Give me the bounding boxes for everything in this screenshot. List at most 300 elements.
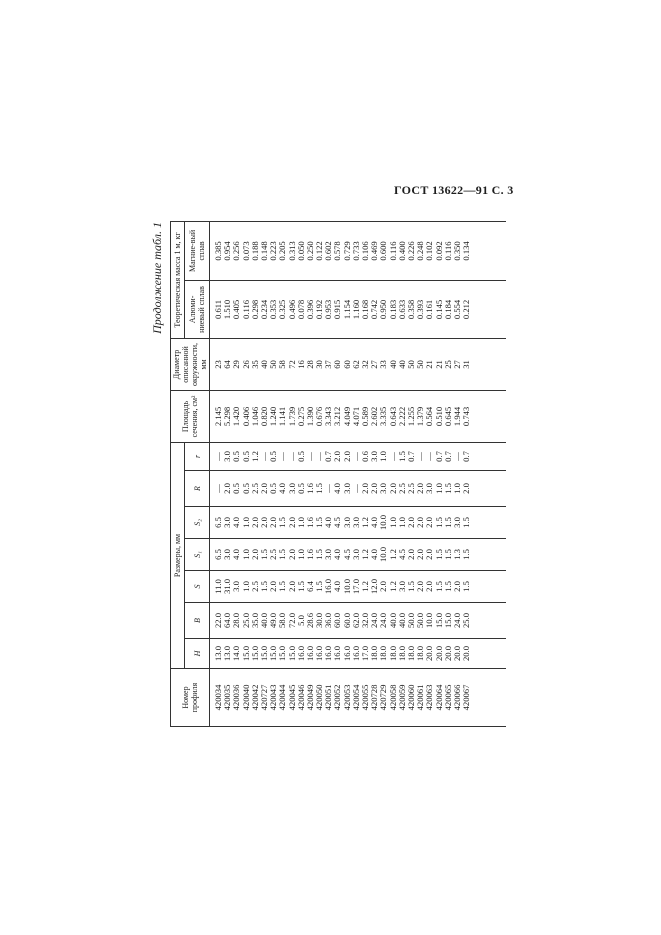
table-cell: 0.469 [369, 241, 380, 261]
table-cell: 2.0 [369, 483, 380, 494]
table-cell: 16.0 [323, 645, 334, 662]
table-cell: 0.5 [268, 483, 279, 494]
table-cell: 3.0 [451, 517, 462, 528]
table-cell: 2.0 [387, 483, 398, 494]
table-cell: 28 [304, 360, 315, 369]
table-cell: 420051 [323, 684, 334, 711]
table-cell: 62.0 [350, 612, 361, 629]
table-cell: 3.0 [378, 483, 389, 494]
table-cell: 40 [258, 360, 269, 369]
table-cell: 0.600 [378, 241, 389, 261]
table-cell: 420040 [240, 684, 251, 711]
table-cell: 0.742 [369, 299, 380, 320]
table-cell: 2.0 [461, 483, 472, 494]
table-cell: 0.405 [231, 299, 242, 320]
col-header-s1: S₁ [185, 539, 210, 571]
col-s1-values [210, 539, 507, 571]
table-cell: 0.192 [314, 299, 325, 320]
table-cell: 15.0 [240, 645, 251, 662]
table-cell: 58.0 [277, 612, 288, 629]
table-cell: 2.0 [424, 549, 435, 560]
table-cell: 0.5 [268, 451, 279, 462]
table-cell: 0.7 [323, 451, 334, 462]
table-cell: 24.0 [451, 612, 462, 629]
table-cell: 15.0 [258, 645, 269, 662]
table-cell: 2.0 [258, 517, 269, 528]
data-table [170, 221, 506, 727]
table-cell: 0.7 [442, 451, 453, 462]
table-cell: 72 [286, 360, 297, 369]
table-cell: 11.0 [213, 579, 223, 594]
table-cell: 2.0 [332, 451, 343, 462]
table-cell: 1.944 [451, 406, 462, 427]
table-cell: 40 [387, 360, 398, 369]
col-area-values [210, 390, 507, 442]
table-cell: 1.0 [240, 581, 251, 592]
table-cell: 0.298 [249, 299, 260, 320]
table-cell: 6.4 [304, 581, 315, 592]
table-cell: 4.0 [231, 549, 242, 560]
table-cell: 50 [268, 360, 279, 369]
table-cell: 15.0 [277, 645, 288, 662]
table-cell: 25.0 [240, 612, 251, 629]
table-cell: 0.145 [433, 299, 444, 320]
table-cell: 10.0 [378, 514, 389, 531]
table-cell: 1.5 [314, 517, 325, 528]
table-cell: 1.390 [304, 406, 315, 427]
table-cell: — [258, 452, 269, 461]
col-header-h: H [185, 639, 210, 669]
table-cell: 20.0 [433, 645, 444, 662]
table-continuation-title: Продолжение табл. 1 [150, 222, 164, 334]
table-cell: 4.5 [396, 549, 407, 560]
table-cell: 40 [396, 360, 407, 369]
table-cell: 0.954 [222, 241, 233, 261]
table-cell: 0.212 [461, 299, 472, 320]
table-cell: 420061 [415, 684, 426, 711]
table-cell: 18.0 [369, 645, 380, 662]
table-cell: 2.0 [268, 517, 279, 528]
table-cell: 5.298 [222, 406, 233, 427]
table-cell: 0.078 [295, 299, 306, 320]
table-cell: 30 [314, 360, 325, 369]
table-cell: 1.5 [461, 517, 472, 528]
table-cell: 0.5 [231, 451, 242, 462]
table-cell: 0.645 [442, 406, 453, 427]
table-cell: 0.400 [396, 241, 407, 261]
table-cell: 1.0 [295, 549, 306, 560]
table-cell: 0.496 [286, 299, 297, 320]
table-cell: 0.073 [240, 241, 251, 261]
table-cell: 1.2 [387, 581, 398, 592]
col-r-big-values [210, 471, 507, 507]
table-cell: 0.578 [332, 241, 343, 261]
table-cell: 0.7 [461, 451, 472, 462]
table-cell: 40.0 [258, 612, 269, 629]
table-cell: 3.0 [396, 581, 407, 592]
table-cell: 0.5 [240, 451, 251, 462]
table-cell: 2.5 [249, 483, 260, 494]
table-cell: 1.3 [451, 549, 462, 560]
table-cell: 50.0 [405, 612, 416, 629]
table-cell: 4.0 [323, 517, 334, 528]
table-cell: 0.733 [350, 241, 361, 261]
col-profile-values [210, 669, 507, 727]
table-cell: 2.0 [415, 549, 426, 560]
table-cell: 0.353 [268, 299, 279, 320]
table-cell: 32.0 [360, 612, 370, 629]
table-cell: 15.0 [433, 612, 444, 629]
table-cell: — [213, 452, 223, 461]
table-cell: 420055 [360, 684, 370, 711]
table-cell: 10.0 [341, 578, 352, 595]
table-cell: 0.602 [323, 241, 334, 261]
table-cell: 0.313 [286, 241, 297, 261]
table-cell: 20.0 [451, 645, 462, 662]
table-cell: — [304, 452, 315, 461]
table-cell: 0.184 [442, 299, 453, 320]
table-cell: 0.5 [295, 483, 306, 494]
table-cell: 28.6 [304, 612, 315, 629]
table-cell: 420060 [405, 684, 416, 711]
table-cell: 3.0 [424, 483, 435, 494]
table-cell: 22.0 [213, 612, 223, 629]
rotated-table-container [150, 222, 500, 727]
table-cell: 1.0 [378, 451, 389, 462]
table-cell: 4.5 [341, 549, 352, 560]
table-cell: 33 [378, 360, 389, 369]
table-cell: 420034 [213, 684, 223, 711]
table-cell: 16.0 [350, 645, 361, 662]
table-cell: 0.633 [396, 299, 407, 320]
table-cell: 0.564 [424, 406, 435, 427]
table-cell: 1.6 [304, 517, 315, 528]
table-cell: 24.0 [369, 612, 380, 629]
table-cell: 31 [461, 360, 472, 369]
table-cell: 420066 [451, 684, 462, 711]
table-cell: 3.335 [378, 406, 389, 427]
table-cell: 420049 [304, 684, 315, 711]
table-cell: 3.0 [222, 549, 233, 560]
table-cell: 1.5 [277, 581, 288, 592]
col-header-r-big: R [185, 471, 210, 507]
table-cell: 3.0 [323, 549, 334, 560]
table-cell: 16.0 [341, 645, 352, 662]
table-cell: 16.0 [295, 645, 306, 662]
table-cell: 64 [222, 360, 233, 369]
table-cell: 2.0 [415, 581, 426, 592]
table-cell: 1.5 [258, 549, 269, 560]
table-body-row [210, 221, 507, 726]
col-r-small-values [210, 442, 507, 470]
table-cell: 1.5 [314, 483, 325, 494]
table-cell: 40.0 [387, 612, 398, 629]
table-cell: 0.122 [314, 241, 325, 261]
table-cell: 4.0 [332, 549, 343, 560]
table-cell: 1.5 [405, 581, 416, 592]
table-cell: 18.0 [378, 645, 389, 662]
table-cell: 0.396 [304, 299, 315, 320]
table-cell: 13.0 [213, 645, 223, 662]
table-cell: 4.0 [332, 581, 343, 592]
table-cell: 0.5 [231, 483, 242, 494]
table-cell: 2.0 [268, 581, 279, 592]
table-cell: 420044 [277, 684, 288, 711]
table-cell: 2.0 [378, 581, 389, 592]
table-cell: 1.046 [249, 406, 260, 427]
table-cell: 420067 [461, 684, 472, 711]
table-cell: 50 [415, 360, 426, 369]
table-cell: 2.0 [341, 451, 352, 462]
table-cell: 420728 [369, 684, 380, 711]
table-cell: 21 [433, 360, 444, 369]
col-header-sizes: Размеры, мм [171, 442, 185, 668]
table-cell: 1.6 [304, 483, 315, 494]
table-cell: 0.256 [231, 241, 242, 261]
table-cell: 50.0 [415, 612, 426, 629]
table-cell: 1.5 [433, 549, 444, 560]
table-cell: 2.145 [213, 406, 223, 427]
table-cell: 24.0 [378, 612, 389, 629]
table-cell: — [415, 452, 426, 461]
table-cell: 3.343 [323, 406, 334, 427]
table-cell: 0.743 [461, 406, 472, 427]
table-cell: 60 [341, 360, 352, 369]
table-cell: 0.050 [295, 241, 306, 261]
table-cell: 0.148 [258, 241, 269, 261]
table-cell: — [286, 452, 297, 461]
table-cell: 30.0 [314, 612, 325, 629]
table-cell: 2.0 [424, 517, 435, 528]
table-cell: 1.6 [304, 549, 315, 560]
table-cell: 2.0 [360, 483, 370, 494]
table-cell: 16.0 [332, 645, 343, 662]
table-cell: 29 [231, 360, 242, 369]
table-cell: 3.0 [369, 451, 380, 462]
table-cell: 1.2 [387, 549, 398, 560]
table-cell: 2.5 [249, 581, 260, 592]
col-header-profile: Номер профиля [171, 669, 210, 727]
table-cell: 420727 [258, 684, 269, 711]
table-cell: 2.0 [405, 549, 416, 560]
table-cell: 1.2 [249, 451, 260, 462]
col-header-s2: S₂ [185, 507, 210, 539]
table-cell: 60 [332, 360, 343, 369]
col-header-area: Площадь сечения, см² [171, 390, 210, 442]
table-cell: 3.0 [341, 517, 352, 528]
table-cell: 1.154 [341, 299, 352, 320]
table-cell: 0.223 [268, 241, 279, 261]
table-cell: 1.0 [295, 517, 306, 528]
table-cell: 0.350 [451, 241, 462, 261]
col-s-values [210, 571, 507, 603]
table-cell: — [350, 452, 361, 461]
table-cell: 1.0 [240, 517, 251, 528]
col-header-diameter: Диаметр описанной окружности, мм [171, 338, 210, 390]
table-cell: 18.0 [387, 645, 398, 662]
table-cell: 1.5 [277, 549, 288, 560]
table-cell: 6.5 [213, 549, 223, 560]
table-cell: 16 [295, 360, 306, 369]
table-cell: 0.6 [360, 451, 370, 462]
table-cell: 0.134 [461, 241, 472, 261]
table-cell: 0.950 [378, 299, 389, 320]
table-cell: 1.5 [442, 581, 453, 592]
table-cell: 2.0 [286, 549, 297, 560]
table-cell: 420729 [378, 684, 389, 711]
table-cell: 1.5 [442, 483, 453, 494]
table-cell: 27 [451, 360, 462, 369]
table-cell: 20.0 [461, 645, 472, 662]
table-cell: 3.0 [350, 549, 361, 560]
table-cell: 2.0 [258, 483, 269, 494]
table-cell: 0.915 [332, 299, 343, 320]
table-cell: 35 [249, 360, 260, 369]
table-cell: 420064 [433, 684, 444, 711]
header-row-2 [185, 221, 210, 726]
col-s2-values [210, 507, 507, 539]
table-cell: 0.611 [213, 299, 223, 319]
col-header-b: B [185, 603, 210, 639]
table-cell: 2.0 [424, 581, 435, 592]
table-cell: 60.0 [332, 612, 343, 629]
table-cell: 10.0 [424, 612, 435, 629]
table-cell: 2.5 [405, 483, 416, 494]
table-cell: 0.092 [433, 241, 444, 261]
table-cell: 0.5 [240, 483, 251, 494]
table-cell: 1.5 [314, 549, 325, 560]
table-cell: 0.188 [249, 241, 260, 261]
table-cell: 3.0 [286, 483, 297, 494]
table-cell: 50 [405, 360, 416, 369]
table-cell: 25 [442, 360, 453, 369]
table-cell: 72.0 [286, 612, 297, 629]
table-cell: 2.0 [249, 549, 260, 560]
table-cell: 420050 [314, 684, 325, 711]
col-header-r-small: r [185, 442, 210, 470]
table-cell: 0.102 [424, 241, 435, 261]
table-cell: 6.5 [213, 517, 223, 528]
table-cell: 420042 [249, 684, 260, 711]
table-cell: — [323, 484, 334, 493]
table-cell: 1.510 [222, 299, 233, 320]
table-cell: 15.0 [442, 612, 453, 629]
table-cell: 31.0 [222, 578, 233, 595]
table-cell: 27 [369, 360, 380, 369]
table-cell: 13.0 [222, 645, 233, 662]
table-cell: 28.0 [231, 612, 242, 629]
table-cell: 0.275 [295, 406, 306, 427]
table-cell: 4.0 [369, 517, 380, 528]
table-cell: 23 [213, 360, 223, 369]
table-cell: 4.049 [341, 406, 352, 427]
col-magnesium-values [210, 221, 507, 280]
table-cell: 0.729 [341, 241, 352, 261]
table-cell: 0.589 [360, 406, 370, 427]
table-cell: 64.0 [222, 612, 233, 629]
table-cell: 1.5 [433, 517, 444, 528]
table-cell: 3.0 [350, 517, 361, 528]
col-header-magnesium: Магние-вый сплав [185, 221, 210, 280]
table-cell: 0.116 [240, 299, 251, 319]
table-cell: 1.420 [231, 406, 242, 427]
table-cell: 5.0 [295, 615, 306, 626]
table-cell: 1.5 [461, 581, 472, 592]
table-cell: 1.2 [360, 517, 370, 528]
table-cell: 16.0 [323, 578, 334, 595]
table-cell: 25.0 [461, 612, 472, 629]
table-cell: 420036 [231, 684, 242, 711]
table-cell: 420059 [396, 684, 407, 711]
table-cell: 420043 [268, 684, 279, 711]
col-aluminum-values [210, 280, 507, 338]
table-cell: 420045 [286, 684, 297, 711]
table-cell: 2.5 [268, 549, 279, 560]
table-cell: 0.358 [405, 299, 416, 320]
table-cell: 62 [350, 360, 361, 369]
table-cell: 16.0 [314, 645, 325, 662]
table-cell: 1.5 [277, 517, 288, 528]
table-cell: 3.0 [231, 581, 242, 592]
table-cell: 1.0 [396, 517, 407, 528]
col-header-aluminum: Алюми-ниевый сплав [185, 280, 210, 338]
table-cell: 0.106 [360, 241, 370, 261]
table-cell: 0.676 [314, 406, 325, 427]
table-cell: 420063 [424, 684, 435, 711]
page-header: ГОСТ 13622—91 С. 3 [394, 183, 514, 197]
table-cell: 58 [277, 360, 288, 369]
table-cell: 420054 [350, 684, 361, 711]
table-cell: 1.5 [396, 451, 407, 462]
table-cell: 15.0 [286, 645, 297, 662]
col-header-mass: Теоретическая масса 1 м, кг [171, 221, 185, 338]
table-cell: 1.2 [360, 581, 370, 592]
table-cell: 17.0 [350, 578, 361, 595]
table-cell: 420052 [332, 684, 343, 711]
table-cell: 0.510 [433, 406, 444, 427]
table-cell: 32 [360, 360, 370, 369]
table-cell: 21 [424, 360, 435, 369]
table-cell: 2.0 [249, 517, 260, 528]
table-cell: 18.0 [415, 645, 426, 662]
table-cell: 0.248 [415, 241, 426, 261]
table-cell: 1.5 [295, 581, 306, 592]
table-cell: 0.116 [387, 241, 398, 261]
table-cell: 0.7 [405, 451, 416, 462]
table-cell: 4.0 [231, 517, 242, 528]
table-cell: 36.0 [323, 612, 334, 629]
table-cell: 18.0 [396, 645, 407, 662]
table-cell: 0.183 [387, 299, 398, 320]
table-cell: 3.0 [222, 517, 233, 528]
table-cell: 0.325 [277, 299, 288, 320]
table-cell: — [387, 452, 398, 461]
table-cell: 17.0 [360, 645, 370, 662]
table-cell: 1.0 [433, 483, 444, 494]
table-cell: 0.385 [213, 241, 223, 261]
table-cell: 1.5 [442, 517, 453, 528]
table-cell: 1.255 [405, 406, 416, 427]
table-cell: 60.0 [341, 612, 352, 629]
table-cell: 4.0 [369, 549, 380, 560]
table-cell: 4.5 [332, 517, 343, 528]
table-cell: 420065 [442, 684, 453, 711]
table-cell: 1.0 [240, 549, 251, 560]
table-cell: 1.739 [286, 406, 297, 427]
table-cell: 1.240 [268, 406, 279, 427]
table-cell: 420053 [341, 684, 352, 711]
table-cell: 0.820 [258, 406, 269, 427]
